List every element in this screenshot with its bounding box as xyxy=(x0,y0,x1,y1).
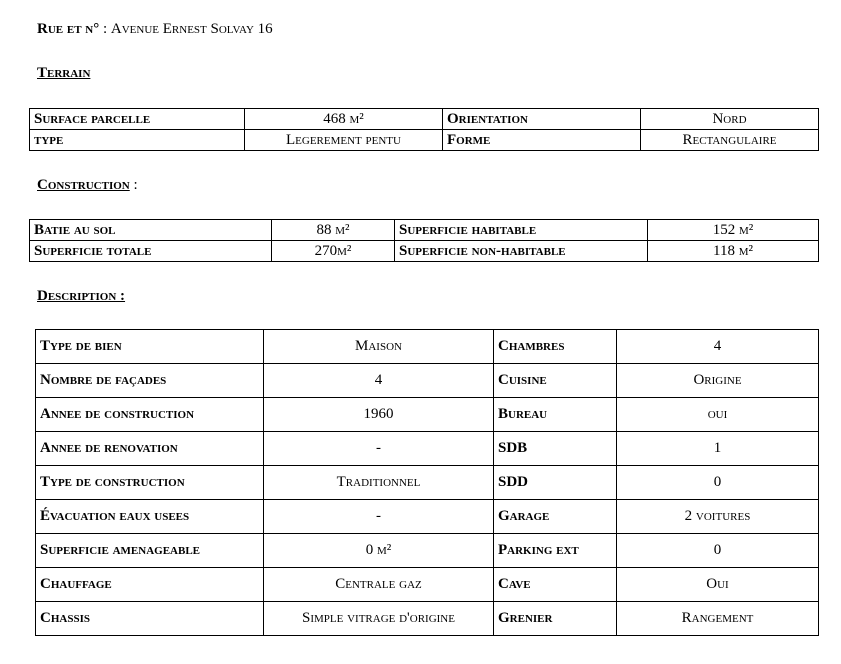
description-label-cell: Chambres xyxy=(494,330,617,364)
description-label-cell: Parking ext xyxy=(494,534,617,568)
description-label-cell: SDD xyxy=(494,466,617,500)
description-heading: Description : xyxy=(37,288,126,304)
terrain-value-cell: Rectangulaire xyxy=(641,130,819,151)
description-value-cell: 4 xyxy=(617,330,819,364)
description-label-cell: Chassis xyxy=(36,602,264,636)
terrain-label-cell: type xyxy=(30,130,245,151)
description-value-cell: oui xyxy=(617,398,819,432)
description-label-cell: Grenier xyxy=(494,602,617,636)
description-value-cell: 0 m² xyxy=(264,534,494,568)
description-label-cell: Garage xyxy=(494,500,617,534)
terrain-label-cell: Orientation xyxy=(443,109,641,130)
description-value-cell: Traditionnel xyxy=(264,466,494,500)
description-value-cell: Maison xyxy=(264,330,494,364)
description-value-cell: - xyxy=(264,500,494,534)
description-label-cell: Bureau xyxy=(494,398,617,432)
description-label-cell: Évacuation eaux usees xyxy=(36,500,264,534)
description-row xyxy=(36,398,819,432)
construction-value-cell: 270m² xyxy=(272,241,395,262)
description-label-cell: Chauffage xyxy=(36,568,264,602)
terrain-label-cell: Forme xyxy=(443,130,641,151)
description-value-cell: Centrale gaz xyxy=(264,568,494,602)
description-row xyxy=(36,602,819,636)
construction-label-cell: Superficie totale xyxy=(30,241,272,262)
description-label-cell: Cuisine xyxy=(494,364,617,398)
construction-row xyxy=(30,241,819,262)
description-label-cell: Annee de construction xyxy=(36,398,264,432)
description-value-cell: 4 xyxy=(264,364,494,398)
address-label: Rue et n° xyxy=(37,21,100,37)
description-row xyxy=(36,432,819,466)
construction-value-cell: 152 m² xyxy=(648,220,819,241)
construction-row xyxy=(30,220,819,241)
description-row xyxy=(36,466,819,500)
description-label-cell: Type de construction xyxy=(36,466,264,500)
description-label-cell: Cave xyxy=(494,568,617,602)
terrain-heading: Terrain xyxy=(37,65,91,81)
description-value-cell: Oui xyxy=(617,568,819,602)
construction-heading-suffix: : xyxy=(129,177,138,193)
address-separator: : xyxy=(99,21,111,37)
construction-value-cell: 118 m² xyxy=(648,241,819,262)
description-row xyxy=(36,330,819,364)
description-value-cell: Simple vitrage d'origine xyxy=(264,602,494,636)
address-value: Avenue Ernest Solvay 16 xyxy=(110,21,273,37)
construction-value-cell: 88 m² xyxy=(272,220,395,241)
construction-label-cell: Superficie habitable xyxy=(395,220,648,241)
description-row xyxy=(36,534,819,568)
terrain-row xyxy=(30,130,819,151)
construction-heading-line xyxy=(37,177,138,194)
construction-label-cell: Batie au sol xyxy=(30,220,272,241)
description-value-cell: 1 xyxy=(617,432,819,466)
description-table xyxy=(35,329,819,636)
description-row xyxy=(36,568,819,602)
terrain-value-cell: Nord xyxy=(641,109,819,130)
description-label-cell: Annee de renovation xyxy=(36,432,264,466)
description-label-cell: Superficie amenageable xyxy=(36,534,264,568)
description-value-cell: 0 xyxy=(617,466,819,500)
description-value-cell: Origine xyxy=(617,364,819,398)
description-label-cell: SDB xyxy=(494,432,617,466)
description-value-cell: - xyxy=(264,432,494,466)
terrain-value-cell: Legerement pentu xyxy=(245,130,443,151)
description-value-cell: 2 voitures xyxy=(617,500,819,534)
construction-table xyxy=(29,219,819,262)
description-label-cell: Nombre de façades xyxy=(36,364,264,398)
construction-heading: Construction xyxy=(37,177,130,193)
terrain-value-cell: 468 m² xyxy=(245,109,443,130)
construction-label-cell: Superficie non-habitable xyxy=(395,241,648,262)
description-value-cell: 1960 xyxy=(264,398,494,432)
terrain-row xyxy=(30,109,819,130)
description-label-cell: Type de bien xyxy=(36,330,264,364)
description-value-cell: 0 xyxy=(617,534,819,568)
address-line xyxy=(37,21,273,38)
description-row xyxy=(36,500,819,534)
terrain-label-cell: Surface parcelle xyxy=(30,109,245,130)
terrain-table xyxy=(29,108,819,151)
description-value-cell: Rangement xyxy=(617,602,819,636)
description-row xyxy=(36,364,819,398)
